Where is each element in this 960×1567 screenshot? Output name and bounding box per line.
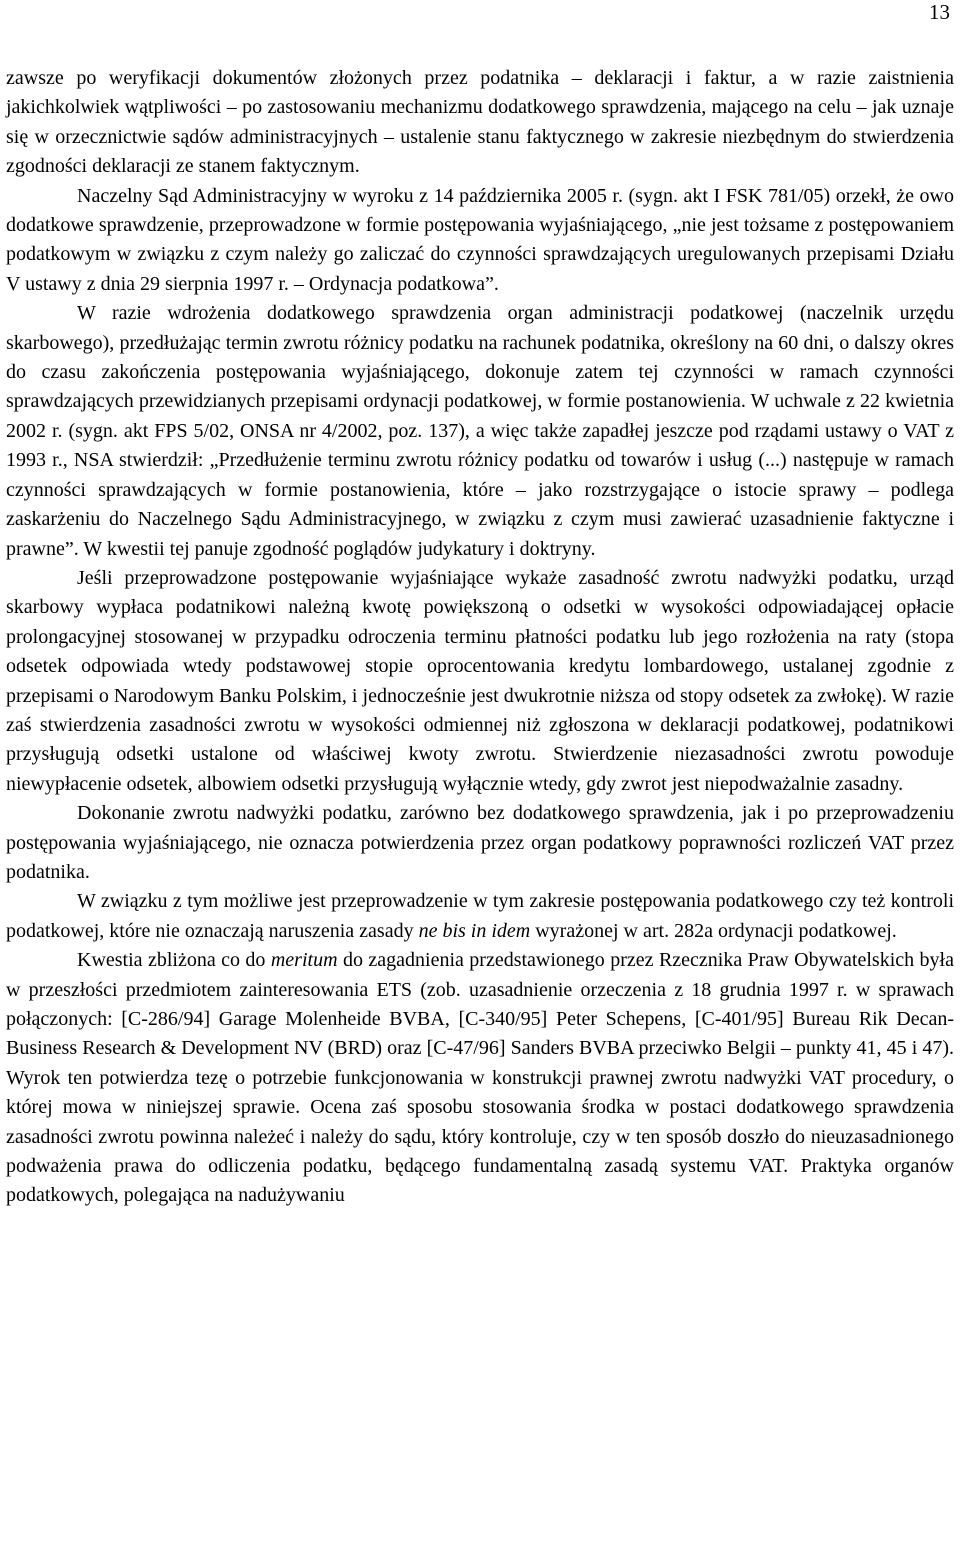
paragraph-refund-no-confirmation: Dokonanie zwrotu nadwyżki podatku, zarówno bez dodatkowego sprawdzenia, jak i po przeprowadzeniu postępowania wyjaśniającego, nie oznacza potwierdzenia przez organ podatkowy poprawności rozliczeń VAT przez podatnika. <box>6 802 954 883</box>
page-number: 13 <box>929 0 950 24</box>
latin-phrase: ne bis in idem <box>418 919 531 942</box>
paragraph-text: W związku z tym możliwe jest przeprowadzenie w tym zakresie postępowania podatkowego czy też kontroli podatkowej, które nie oznaczają naruszenia zasady <box>6 890 954 942</box>
paragraph-nsa-judgment: Naczelny Sąd Administracyjny w wyroku z 14 października 2005 r. (sygn. akt I FSK 781/05) orzekł, że owo dodatkowe sprawdzenie, przeprowadzone w formie postępowania wyjaśniającego, „nie jest tożsame z postępowaniem podatkowym w związku z czym należy go zaliczać do czynności sprawdzających uregulowanych przepisami Działu V ustawy z dnia 29 sierpnia 1997 r. – Ordynacja podatkowa”. <box>6 184 954 295</box>
paragraph-ne-bis-in-idem <box>6 887 954 946</box>
paragraph-continuation: zawsze po weryfikacji dokumentów złożonych przez podatnika – deklaracji i faktur, a w razie zaistnienia jakichkolwiek wątpliwości – po zastosowaniu mechanizmu dodatkowego sprawdzenia, mającego na celu – jak uznaje się w orzecznictwie sądów administracyjnych – ustalenie stanu faktycznego w zakresie niezbędnym do stwierdzenia zgodności deklaracji ze stanem faktycznym. <box>6 67 954 178</box>
paragraph-text: wyrażonej w art. 282a ordynacji podatkowej. <box>530 919 897 942</box>
paragraph-text: do zagadnienia przedstawionego przez Rzecznika Praw Obywatelskich była w przeszłości przedmiotem zainteresowania ETS (zob. uzasadnienie orzeczenia z 18 grudnia 1997 r. w sprawach połączonych: [C-286/94] Garage Molenheide BVBA, [C-340/95] Peter Schepens, [C-401/95] Bureau Rik Decan-Business Research & Development NV (BRD) oraz [C-47/96] Sanders BVBA przeciwko Belgii – punkty 41, 45 i 47). Wyrok ten potwierdza tezę o potrzebie funkcjonowania w konstrukcji prawnej zwrotu nadwyżki VAT procedury, o której mowa w niniejszej sprawie. Ocena zaś sposobu stosowania środka w postaci dodatkowego sprawdzenia zasadności zwrotu powinna należeć i należy do sądu, który kontroluje, czy w ten sposób doszło do nieuzasadnionego podważenia prawa do odliczenia podatku, będącego fundamentalną zasadą systemu VAT. Praktyka organów podatkowych, polegająca na nadużywaniu <box>6 949 954 1207</box>
latin-word: meritum <box>270 949 338 972</box>
paragraph-refund-interest: Jeśli przeprowadzone postępowanie wyjaśniające wykaże zasadność zwrotu nadwyżki podatku, urząd skarbowy wypłaca podatnikowi należną kwotę powiększoną o odsetki w wysokości odpowiadającej opłacie prolongacyjnej stosowanej w przypadku odroczenia terminu płatności podatku lub jego rozłożenia na raty (stopa odsetek odpowiada wtedy podstawowej stopie oprocentowania kredytu lombardowego, ustalanej zgodnie z przepisami o Narodowym Banku Polskim, i jednocześnie jest dwukrotnie niższa od stopy odsetek za zwłokę). W razie zaś stwierdzenia zasadności zwrotu w wysokości odmiennej niż zgłoszona w deklaracji podatkowej, podatnikowi przysługują odsetki ustalone od właściwej kwoty zwrotu. Stwierdzenie niezasadności zwrotu powoduje niewypłacenie odsetek, albowiem odsetki przysługują wyłącznie wtedy, gdy zwrot jest niepodważalnie zasadny. <box>6 566 954 795</box>
paragraph-additional-verification: W razie wdrożenia dodatkowego sprawdzenia organ administracji podatkowej (naczelnik urzędu skarbowego), przedłużając termin zwrotu różnicy podatku na rachunek podatnika, określony na 60 dni, o dalszy okres do czasu zakończenia postępowania wyjaśniającego, dokonuje zatem tej czynności w ramach czynności sprawdzających przewidzianych przepisami ordynacji podatkowej, w formie postanowienia. W uchwale z 22 kwietnia 2002 r. (sygn. akt FPS 5/02, ONSA nr 4/2002, poz. 137), a więc także zapadłej jeszcze pod rządami ustawy o VAT z 1993 r., NSA stwierdził: „Przedłużenie terminu zwrotu różnicy podatku od towarów i usług (...) następuje w ramach czynności sprawdzających w formie postanowienia, które – jako rozstrzygające o istocie sprawy – podlega zaskarżeniu do Naczelnego Sądu Administracyjnego, w związku z czym musi zawierać uzasadnienie faktyczne i prawne”. W kwestii tej panuje zgodność poglądów judykatury i doktryny. <box>6 302 954 560</box>
paragraph-text: Kwestia zbliżona co do <box>77 949 271 972</box>
document-body <box>6 64 954 1211</box>
paragraph-ets-case <box>6 946 954 1211</box>
